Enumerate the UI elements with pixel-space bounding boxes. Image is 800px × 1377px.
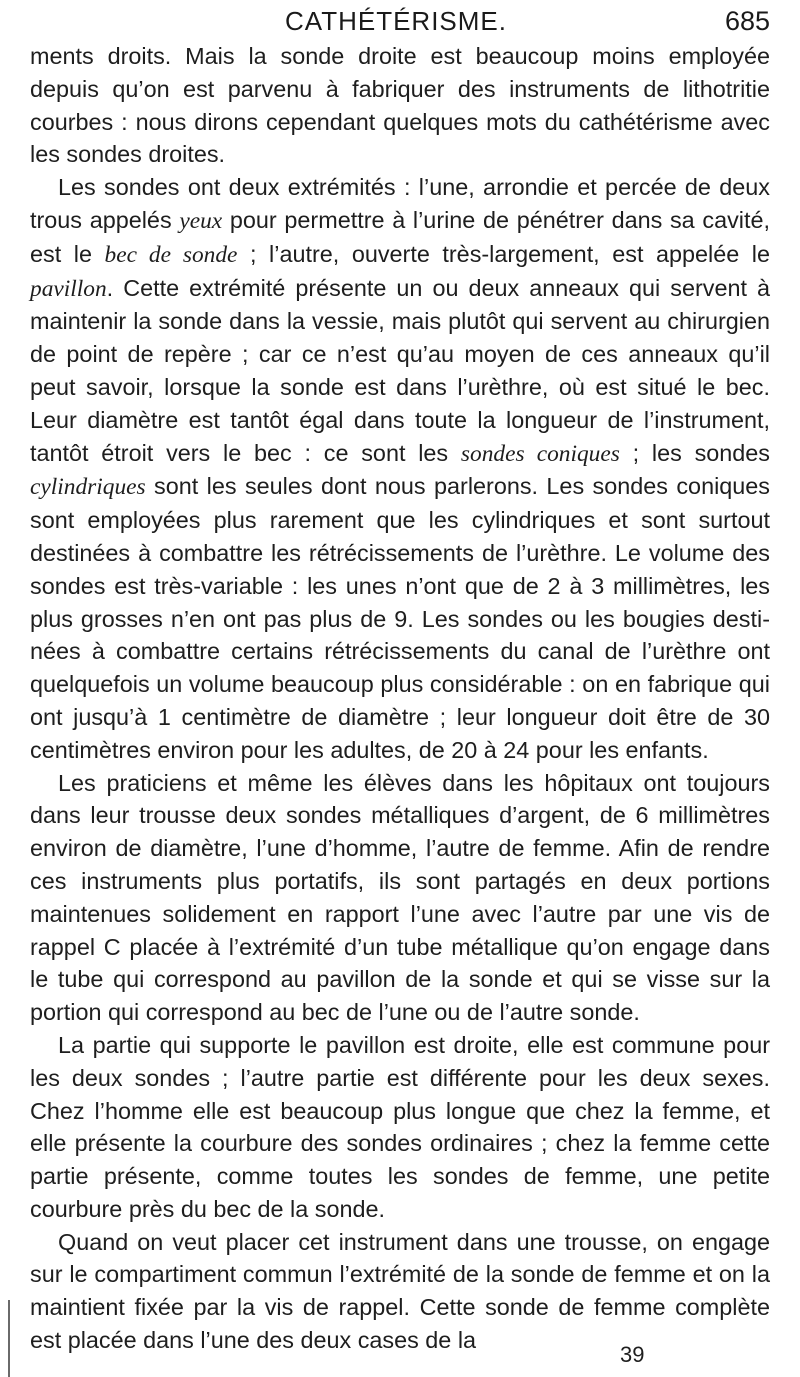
running-head: CATHÉTÉRISME. xyxy=(285,6,507,36)
paragraph-trousse-sondes: Les praticiens et même les élèves dans les hôpitaux ont toujours dans leur trousse deux sondes métalliques d’argent, de 6 millimètres environ de diamètre, l’une d’homme, l’autre de femme. Afin de rendre ces instruments plus portatifs, ils sont partagés en deux portions maintenues solidement en rapport l’une avec l’autre par une vis de rappel C placée à l’extrémité d’un tube métallique qu’on engage dans le tube qui correspond au pavillon de la sonde et qui se visse sur la portion qui correspond au bec de l’une ou de l’autre sonde. xyxy=(30,769,770,1026)
paragraph-sondes-extremites: Les sondes ont deux extrémités : l’une, arrondie et percée de deux trous appelés yeux pour permettre à l’urine de pénétrer dans sa cavité, est le bec de sonde ; l’autre, ouverte très-largement, est appelée le pavillon. Cette extrémité présente un ou deux anneaux qui servent à maintenir la sonde dans la vessie, mais plutôt qui servent au chirurgien de point de repère ; car ce n’est qu’au moyen de ces anneaux qu’il peut savoir, lorsque la sonde est dans l’urèthre, où est situé le bec. Leur diamètre est tantôt égal dans toute la longueur de l’instrument, tantôt étroit vers le bec : ce sont les sondes coniques ; les sondes cylindriques sont les seules dont nous parlerons. Les sondes coniques sont employées plus rarement que les cylindriques et sont surtout destinées à combattre les rétrécissements de l’urèthre. Le volume des sondes est très-variable : les unes n’ont que de 2 à 3 millimètres, les plus grosses n’en ont pas plus de 9. Les sondes ou les bougies destinées à combattre certains rétrécissements du canal de l’urèthre ont quelquefois un volume beaucoup plus considérable : on en fabrique qui ont jusqu’à 1 centimètre de diamètre ; leur longueur doit être de 30 centimètres environ pour les adultes, de 20 à 24 pour les enfants. xyxy=(30,174,771,763)
italic-term: sondes coniques xyxy=(460,440,620,467)
italic-term: cylindriques xyxy=(30,474,146,501)
paragraph-placement-trousse: Quand on veut placer cet instrument dans une trousse, on engage sur le compartiment commun l’extrémité de la sonde de femme et on la maintient fixée par la vis de rappel. Cette sonde de femme complète est placée dans l’une des deux cases de la xyxy=(30,1228,770,1354)
paragraph-pavillon-partie: La partie qui supporte le pavillon est droite, elle est commune pour les deux sondes ; l’autre partie est différente pour les deux sexes. Chez l’homme elle est beaucoup plus longue que chez la femme, et elle présente la courbure des sondes ordinaires ; chez la femme cette partie présente, comme toutes les sondes de femme, une petite courbure près du bec de la sonde. xyxy=(30,1031,770,1222)
page-header xyxy=(30,0,770,40)
italic-term: yeux xyxy=(179,207,223,234)
body-text xyxy=(30,40,770,1357)
paragraph-continuation: ments droits. Mais la sonde droite est beaucoup moins employée depuis qu’on est parvenu à fabriquer des instruments de lithotritie courbes : nous dirons cependant quelques mots du cathétérisme avec les sondes droites. xyxy=(30,43,770,168)
italic-term: pavillon xyxy=(30,275,107,302)
page-number: 685 xyxy=(724,6,770,36)
signature-mark: 39 xyxy=(620,1342,645,1367)
italic-term: bec de sonde xyxy=(104,241,238,268)
page-edge-line xyxy=(8,1300,10,1377)
